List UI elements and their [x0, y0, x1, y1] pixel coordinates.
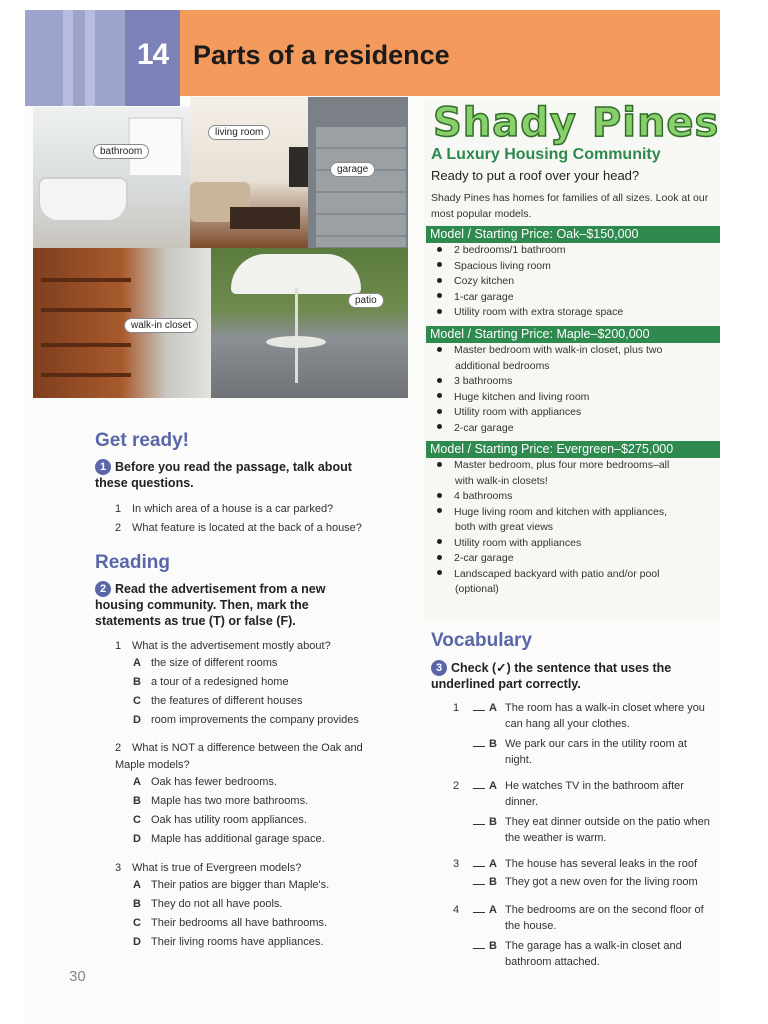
photo-label-patio: patio: [348, 293, 384, 308]
get-ready-question: 1 In which area of a house is a car parked?: [115, 503, 334, 515]
vocab-item-3a[interactable]: 3 A The house has several leaks in the roof: [453, 858, 698, 870]
vocab-item-1b[interactable]: B We park our cars in the utility room at night.: [453, 736, 720, 772]
ad-subtitle: A Luxury Housing Community: [431, 146, 661, 163]
answer-option[interactable]: A Oak has fewer bedrooms.: [133, 776, 277, 788]
vocab-item-2a[interactable]: 2 A He watches TV in the bathroom after dinner.: [453, 780, 684, 808]
ad-lead: Ready to put a roof over your head?: [431, 168, 640, 183]
vocab-item-4b[interactable]: B The garage has a walk-in closet and bathroom attached.: [453, 938, 720, 974]
page-number: 30: [69, 968, 86, 985]
answer-option[interactable]: C Oak has utility room appliances.: [133, 814, 307, 826]
photo-label-walk-in-closet: walk-in closet: [124, 318, 198, 333]
photo-label-garage: garage: [330, 162, 375, 177]
advertisement: [423, 100, 720, 620]
unit-number: 14: [136, 38, 169, 71]
vocabulary-heading: Vocabulary: [431, 630, 533, 651]
answer-option[interactable]: B They do not all have pools.: [133, 898, 283, 910]
vocab-item-3b[interactable]: B They got a new oven for the living room: [453, 874, 720, 892]
exercise-number-1: 1: [95, 459, 111, 475]
vocab-item-4a[interactable]: 4 A The bedrooms are on the second floor of the house.: [453, 904, 704, 932]
model-bar-evergreen: Model / Starting Price: Evergreen–$275,000: [426, 441, 720, 458]
get-ready-instruction: 1 Before you read the passage, talk about these questions.: [95, 460, 352, 490]
vocab-item-1a[interactable]: 1 A The room has a walk-in closet where you can hang all your clothes.: [453, 702, 705, 730]
feature-list-maple: Master bedroom with walk-in closet, plus two additional bedrooms 3 bathrooms Huge kitchen and living room Utility room with appliances 2-car garage: [433, 343, 720, 436]
answer-option[interactable]: C Their bedrooms all have bathrooms.: [133, 917, 328, 929]
ad-intro: Shady Pines has homes for families of all sizes. Look at our most popular models.: [431, 192, 709, 220]
answer-option[interactable]: D Maple has additional garage space.: [133, 833, 325, 845]
reading-question: 3 What is true of Evergreen models?: [115, 862, 302, 874]
exercise-number-2: 2: [95, 581, 111, 597]
bathroom-photo: [33, 107, 193, 249]
reading-question: 1 What is the advertisement mostly about?: [115, 640, 331, 652]
feature-list-oak: 2 bedrooms/1 bathroom Spacious living room Cozy kitchen 1-car garage Utility room with extra storage space: [433, 243, 720, 321]
exercise-number-3: 3: [431, 660, 447, 676]
living-room-photo: [190, 97, 325, 249]
ad-title: Shady Pines: [433, 100, 720, 146]
photo-label-bathroom: bathroom: [93, 144, 149, 159]
get-ready-question: 2 What feature is located at the back of a house?: [115, 522, 362, 534]
get-ready-heading: Get ready!: [95, 430, 189, 451]
unit-number-box: [125, 10, 180, 106]
reading-question: 2 What is NOT a difference between the Oak and Maple models?: [115, 742, 363, 771]
model-bar-maple: Model / Starting Price: Maple–$200,000: [426, 326, 720, 343]
answer-option[interactable]: D room improvements the company provides: [133, 714, 359, 726]
feature-list-evergreen: Master bedroom, plus four more bedrooms–all with walk-in closets! 4 bathrooms Huge living room and kitchen with appliances, both with great views Utility room with appliances 2-car garage Landscaped backyard with patio and/or pool (optional): [433, 458, 720, 598]
textbook-page: [25, 10, 720, 1024]
answer-option[interactable]: B a tour of a redesigned home: [133, 676, 289, 688]
answer-option[interactable]: A Their patios are bigger than Maple's.: [133, 879, 330, 891]
photo-label-living-room: living room: [208, 125, 270, 140]
unit-title: Parts of a residence: [193, 40, 450, 70]
vocabulary-instruction: 3 Check (✓) the sentence that uses the underlined part correctly.: [431, 661, 672, 691]
torn-paper-edge: [25, 396, 410, 418]
reading-instruction: 2 Read the advertisement from a new housing community. Then, mark the statements as true (T) or false (F).: [95, 582, 326, 628]
answer-option[interactable]: A the size of different rooms: [133, 657, 278, 669]
answer-option[interactable]: D Their living rooms have appliances.: [133, 936, 324, 948]
model-bar-oak: Model / Starting Price: Oak–$150,000: [426, 226, 720, 243]
vocab-item-2b[interactable]: B They eat dinner outside on the patio when the weather is warm.: [453, 814, 720, 850]
patio-photo: [211, 248, 408, 398]
answer-option[interactable]: B Maple has two more bathrooms.: [133, 795, 309, 807]
answer-option[interactable]: C the features of different houses: [133, 695, 303, 707]
reading-heading: Reading: [95, 552, 170, 573]
